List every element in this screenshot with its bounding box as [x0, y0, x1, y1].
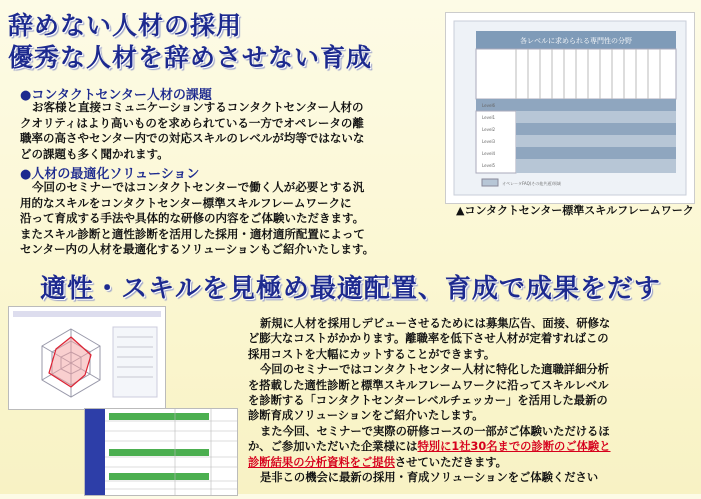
framework-row-label: Level4 [482, 151, 496, 156]
text-line: 新規に人材を採用しデビューさせるためには募集広告、面接、研修な [260, 317, 611, 330]
text-line: 今回のセミナーではコンタクトセンターで働く人が必要とする汎 [32, 180, 365, 194]
section-heading-issues: ●コンタクトセンター人材の課題 [20, 88, 212, 103]
diagnosis-table-image [84, 408, 238, 496]
framework-row-label: Level2 [482, 127, 496, 132]
text-line: 職率の高さやセンター内での対応スキルのレベルが均等ではないな [20, 131, 365, 146]
text-line: また今回、セミナーで実際の研修コースの一部がご体験いただけるほ [260, 424, 610, 438]
section-heading-solution: ●人材の最適化ソリューション [20, 167, 200, 182]
title-line-1: 辞めない人材の採用 [8, 11, 243, 40]
main-heading: 適性・スキルを見極め最適配置、育成で成果をだす [40, 274, 661, 304]
framework-row-label: Level1 [482, 115, 496, 120]
section-body-solution [20, 180, 440, 258]
text-line: クオリティはより高いものを求められている一方でオペレータの離 [20, 115, 364, 130]
text-line: 是非この機会に最新の採用・育成ソリューションをご体験ください [260, 471, 599, 485]
text-line [248, 455, 698, 470]
text-line: センター内の人材を最適化するソリューションもご紹介いたします。 [20, 242, 375, 257]
text-line: を診断する「コンタクトセンターレベルチェッカー」を活用した最新の [248, 394, 608, 408]
section-body-seminar [248, 316, 698, 485]
text-span: させていただきます。 [394, 455, 507, 469]
aptitude-diagram-image [8, 306, 166, 410]
framework-row-label: Level6 [482, 103, 496, 108]
text-line: 診断育成ソリューションをご紹介いたします。 [248, 409, 484, 423]
text-line [248, 439, 698, 454]
section-body-issues [20, 100, 440, 162]
framework-legend: オペレータFAQ(その他共通)領域 [502, 181, 561, 186]
skill-framework-image [445, 12, 695, 204]
text-line: 沿って育成する手法や具体的な研修の内容をご体験いただきます。 [20, 211, 365, 226]
text-line: を搭載した適性診断と標準スキルフレームワークに沿ってスキルレベル [248, 378, 609, 392]
highlight-offer: 診断結果の分析資料をご提供 [248, 455, 395, 469]
text-line: ど膨大なコストがかかります。離職率を低下させ人材が定着すればこの [248, 332, 609, 346]
title-line-2: 優秀な人材を辞めさせない育成 [8, 43, 373, 72]
text-line: 採用コストを大幅にカットすることができます。 [248, 347, 496, 361]
text-line: どの課題も多く聞かれます。 [20, 146, 169, 161]
framework-row-label: Level5 [482, 163, 496, 168]
highlight-offer: 特別に1社30名までの診断のご体験と [417, 440, 611, 454]
text-span: か、ご参加いただいた企業様には [248, 440, 418, 454]
text-line: お客様と直接コミュニケーションするコンタクトセンター人材の [32, 100, 364, 114]
framework-header: 各レベルに求められる専門性の分野 [520, 37, 632, 45]
text-line: 今回のセミナーではコンタクトセンター人材に特化した適職詳細分析 [260, 363, 609, 377]
framework-caption: ▲コンタクトセンター標準スキルフレームワーク [456, 204, 694, 217]
text-line: またスキル診断と適性診断を活用した採用・適材適所配置によって [20, 226, 365, 241]
framework-row-label: Level3 [482, 139, 496, 144]
text-line: 用的なスキルをコンタクトセンター標準スキルフレームワークに [20, 195, 352, 210]
